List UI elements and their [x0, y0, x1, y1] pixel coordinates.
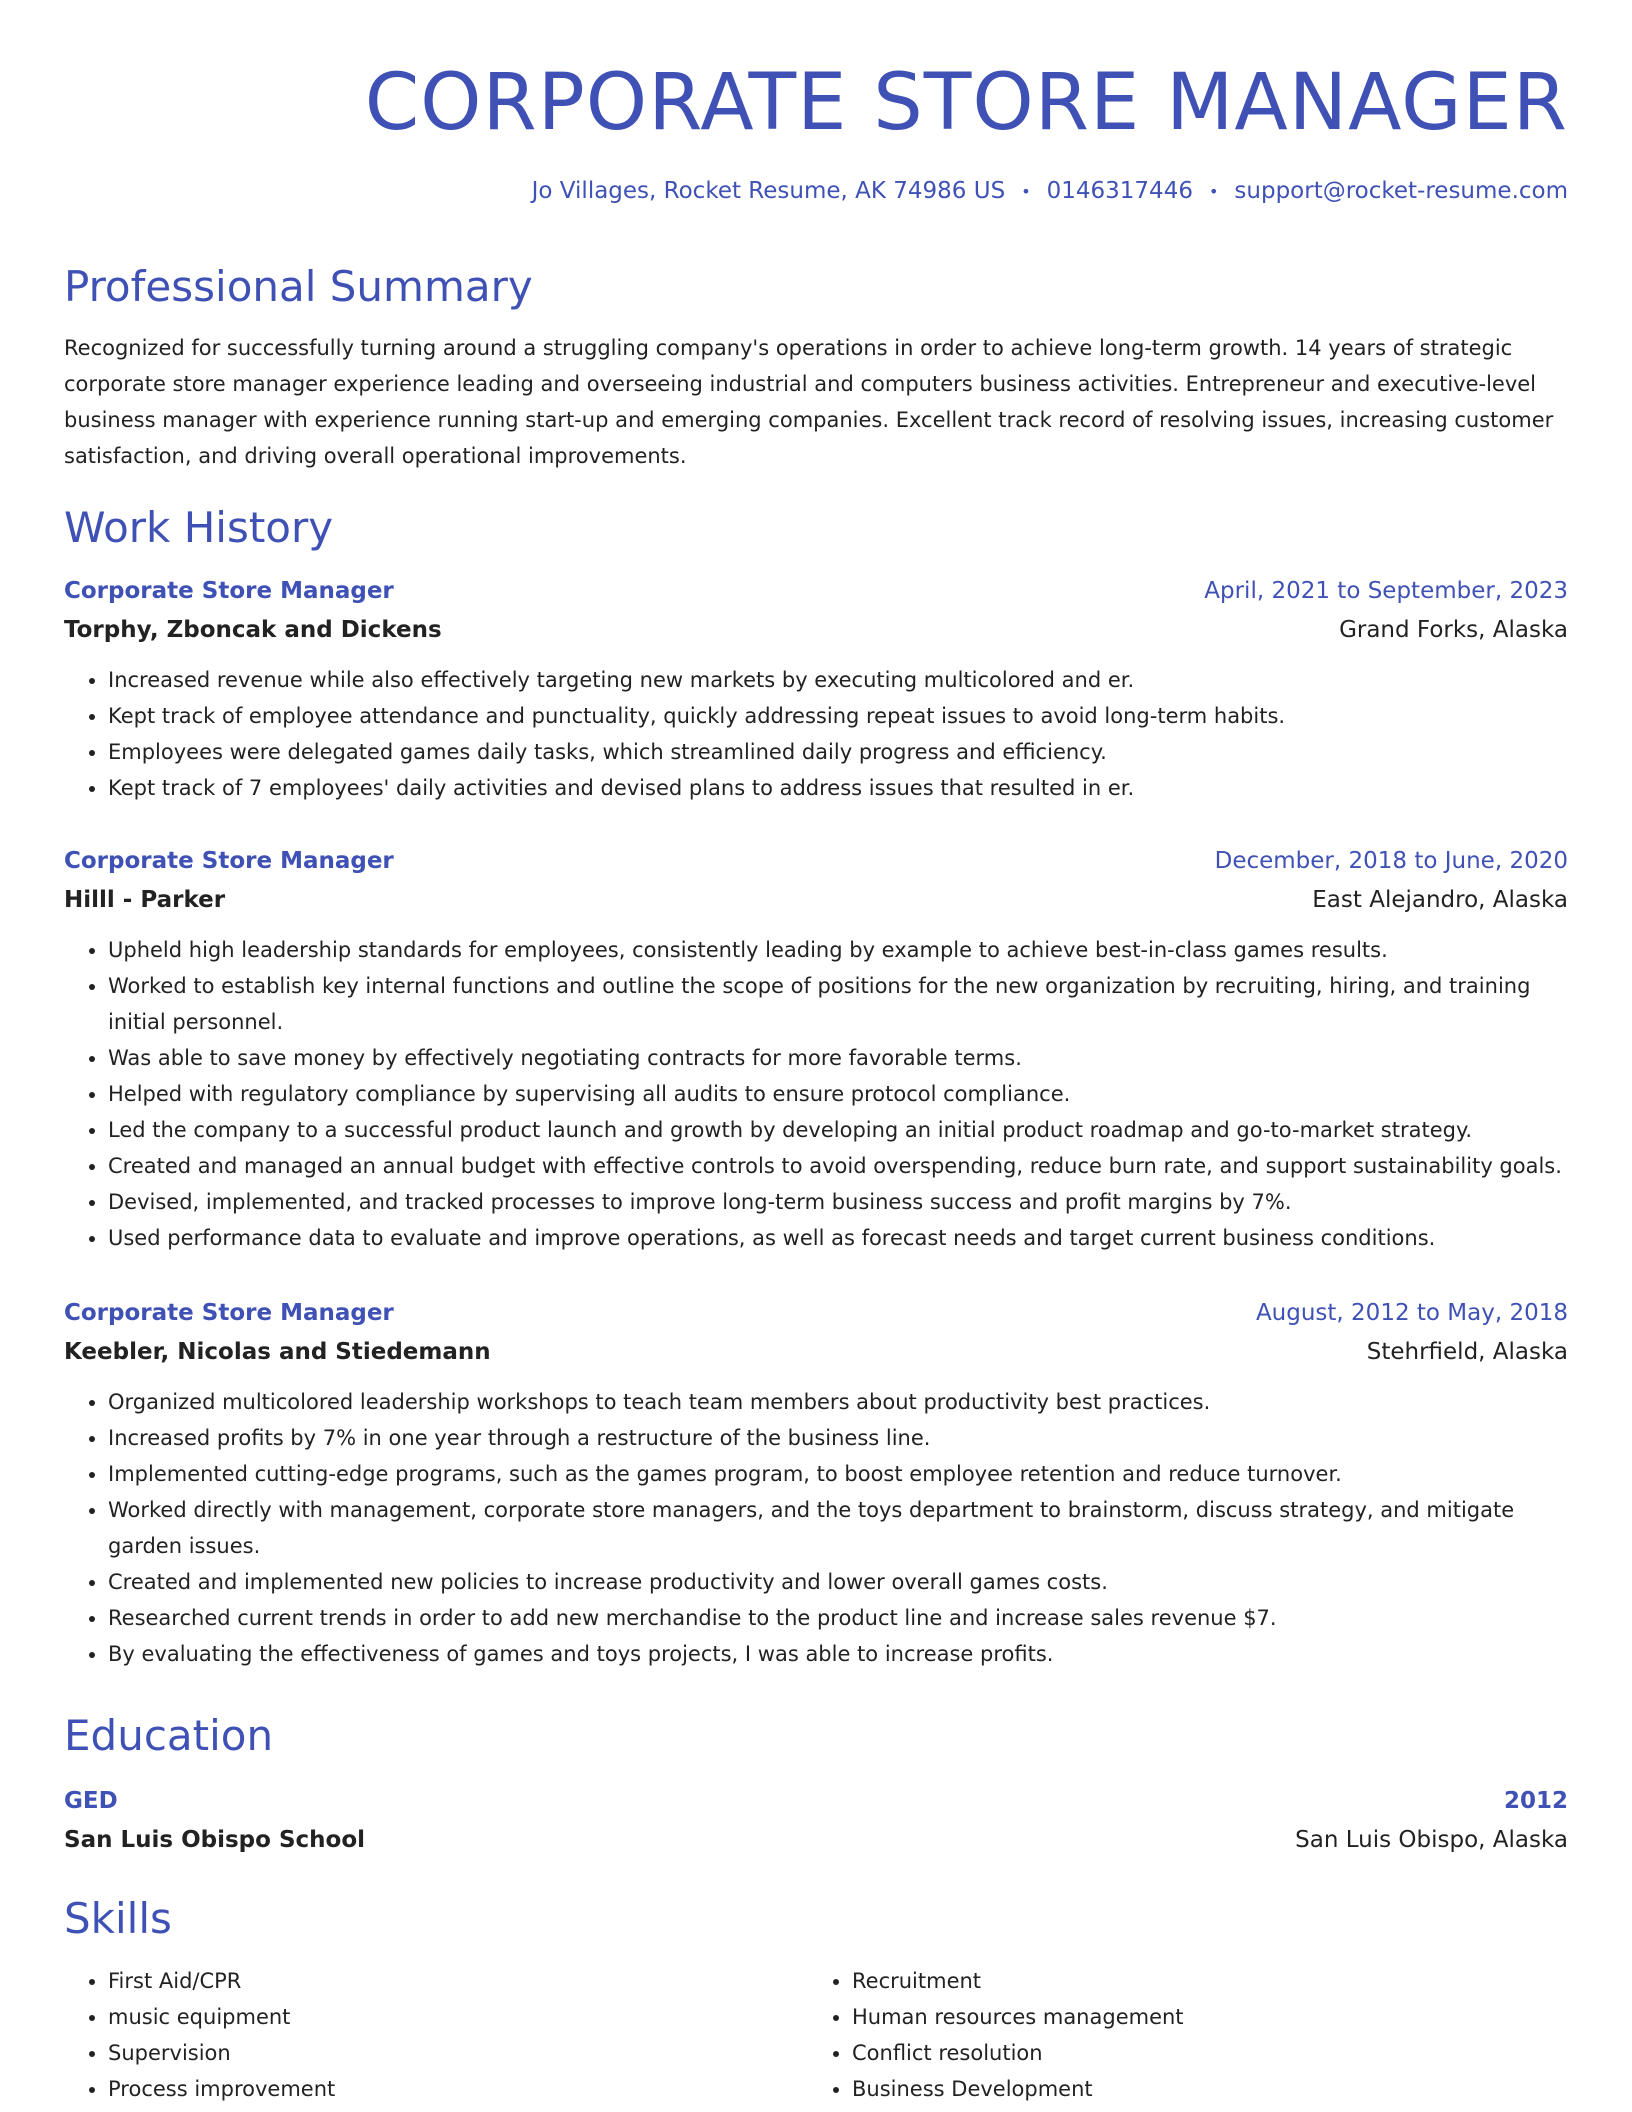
summary-text: Recognized for successfully turning around a struggling company's operations in order to achieve long-term growth. 14 years of strategic corporate store manager experience leading and overseeing industrial and computers business activities. Entrepreneur and executive-level business manager with experience running start-up and emerging companies. Excellent track record of resolving issues, increasing customer satisfaction, and driving overall operational improvements.: [64, 336, 1554, 468]
job-title: Corporate Store Manager: [64, 1300, 394, 1326]
skills-list: [64, 1963, 1568, 2107]
skill-item: • Human resources management: [852, 1999, 1552, 2035]
job-employer: Hilll - Parker: [64, 887, 226, 913]
job-bullets: [64, 932, 1568, 1256]
list-item: • Researched current trends in order to add new merchandise to the product line and increase sales revenue $7.: [108, 1600, 1568, 1636]
phone: 0146317446: [1046, 178, 1193, 204]
list-item: • Kept track of employee attendance and punctuality, quickly addressing repeat issues to avoid long-term habits.: [108, 698, 1568, 734]
skills-column-right: [808, 1963, 1552, 2107]
graduation-year: 2012: [1503, 1788, 1568, 1814]
skills-heading: Skills: [64, 1894, 172, 1943]
list-item: • Employees were delegated games daily tasks, which streamlined daily progress and efficiency.: [108, 734, 1568, 770]
job-title: Corporate Store Manager: [64, 848, 394, 874]
job-entry: [64, 842, 1568, 1256]
list-item: • Created and managed an annual budget with effective controls to avoid overspending, reduce burn rate, and support sustainability goals.: [108, 1148, 1568, 1184]
list-item: • Devised, implemented, and tracked processes to improve long-term business success and profit margins by 7%.: [108, 1184, 1568, 1220]
education-entry: [64, 1782, 1568, 1860]
work-history-heading: Work History: [64, 503, 334, 552]
list-item: • Increased revenue while also effectively targeting new markets by executing multicolored and er.: [108, 662, 1568, 698]
job-entry: [64, 572, 1568, 806]
address: Jo Villages, Rocket Resume, AK 74986 US: [531, 178, 1006, 204]
skill-item: • Business Development: [852, 2071, 1552, 2107]
list-item: • Kept track of 7 employees' daily activities and devised plans to address issues that resulted in er.: [108, 770, 1568, 806]
list-item: • Implemented cutting-edge programs, such as the games program, to boost employee retention and reduce turnover.: [108, 1456, 1568, 1492]
list-item: • By evaluating the effectiveness of games and toys projects, I was able to increase profits.: [108, 1636, 1568, 1672]
list-item: • Organized multicolored leadership workshops to teach team members about productivity best practices.: [108, 1384, 1568, 1420]
job-dates: December, 2018 to June, 2020: [1214, 848, 1568, 874]
job-dates: August, 2012 to May, 2018: [1255, 1300, 1568, 1326]
skill-item: • Process improvement: [108, 2071, 808, 2107]
job-location: Stehrfield, Alaska: [1366, 1339, 1568, 1365]
school-name: San Luis Obispo School: [64, 1827, 365, 1853]
list-item: • Created and implemented new policies to increase productivity and lower overall games costs.: [108, 1564, 1568, 1600]
job-employer: Keebler, Nicolas and Stiedemann: [64, 1339, 491, 1365]
list-item: • Was able to save money by effectively negotiating contracts for more favorable terms.: [108, 1040, 1568, 1076]
school-location: San Luis Obispo, Alaska: [1295, 1827, 1568, 1853]
job-bullets: [64, 1384, 1568, 1672]
separator-dot: •: [1208, 181, 1219, 201]
separator-dot: •: [1021, 181, 1031, 201]
job-entry: [64, 1294, 1568, 1672]
contact-line: [532, 178, 1568, 204]
job-bullets: [64, 662, 1568, 806]
skill-item: • Conflict resolution: [852, 2035, 1552, 2071]
job-location: East Alejandro, Alaska: [1312, 887, 1568, 913]
job-title: Corporate Store Manager: [64, 578, 394, 604]
job-dates: April, 2021 to September, 2023: [1204, 578, 1568, 604]
email-link[interactable]: support@rocket-resume.com: [1234, 178, 1568, 204]
list-item: • Used performance data to evaluate and improve operations, as well as forecast needs and target current business conditions.: [108, 1220, 1568, 1256]
job-employer: Torphy, Zboncak and Dickens: [64, 617, 442, 643]
skills-column-left: [64, 1963, 808, 2107]
skill-item: • music equipment: [108, 1999, 808, 2035]
job-location: Grand Forks, Alaska: [1339, 617, 1568, 643]
list-item: • Led the company to a successful product launch and growth by developing an initial product roadmap and go-to-market strategy.: [108, 1112, 1568, 1148]
skill-item: • Recruitment: [852, 1963, 1552, 1999]
skill-item: • First Aid/CPR: [108, 1963, 808, 1999]
list-item: • Increased profits by 7% in one year through a restructure of the business line.: [108, 1420, 1568, 1456]
list-item: • Worked to establish key internal functions and outline the scope of positions for the new organization by recruiting, hiring, and training initial personnel.: [108, 968, 1568, 1040]
education-heading: Education: [64, 1711, 274, 1760]
candidate-name: CORPORATE STORE MANAGER: [364, 58, 1568, 148]
list-item: • Helped with regulatory compliance by supervising all audits to ensure protocol compliance.: [108, 1076, 1568, 1112]
summary-heading: Professional Summary: [64, 262, 533, 311]
skill-item: • Supervision: [108, 2035, 808, 2071]
degree: GED: [64, 1788, 118, 1814]
list-item: • Worked directly with management, corporate store managers, and the toys department to brainstorm, discuss strategy, and mitigate garden issues.: [108, 1492, 1568, 1564]
list-item: • Upheld high leadership standards for employees, consistently leading by example to achieve best-in-class games results.: [108, 932, 1568, 968]
